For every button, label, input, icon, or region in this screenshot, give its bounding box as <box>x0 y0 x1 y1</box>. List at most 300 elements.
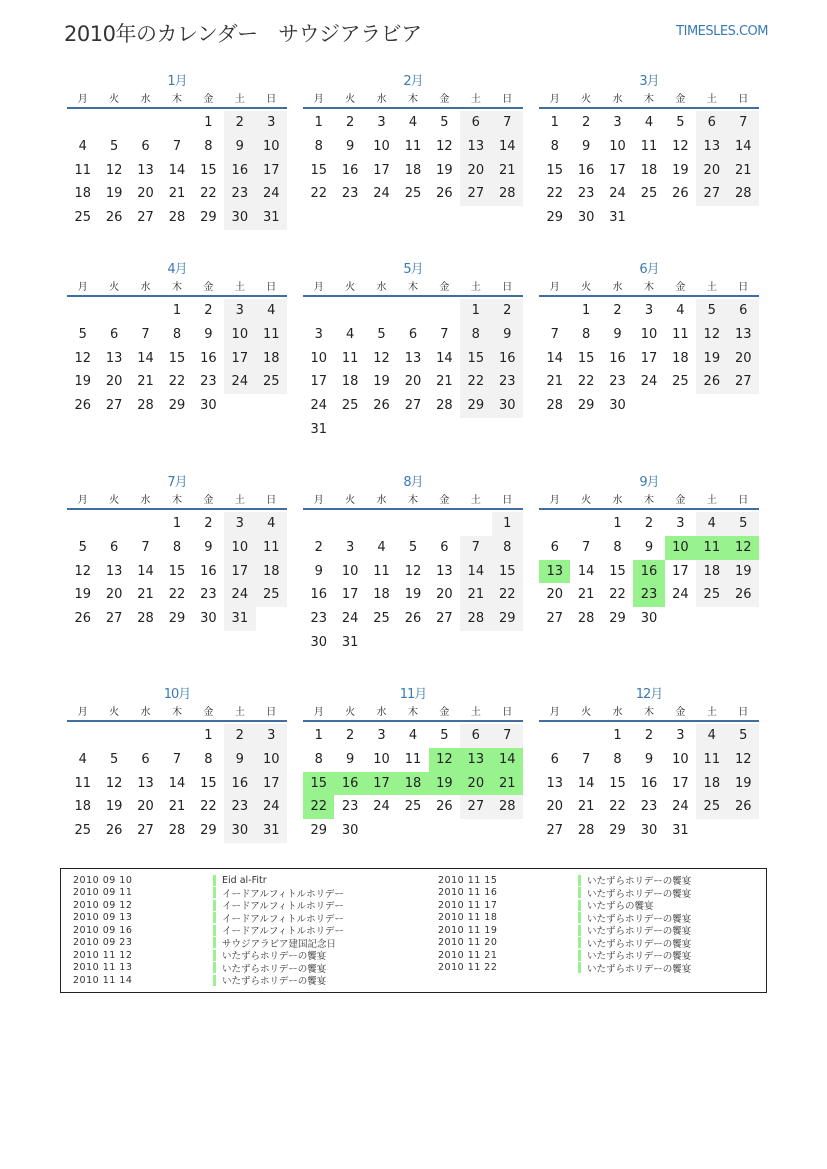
day-cell: 21 <box>728 159 759 183</box>
day-cell: 31 <box>224 607 255 631</box>
holiday-name: いたずらの饗宴 <box>587 901 654 913</box>
day-cell: 11 <box>341 350 359 366</box>
holiday-date: 2010 11 22 <box>438 962 498 974</box>
empty-cell <box>303 299 334 323</box>
day-cell: 14 <box>168 775 186 791</box>
day-cell: 28 <box>460 607 491 631</box>
holiday-row <box>426 924 691 937</box>
day-cell: 16 <box>640 775 658 791</box>
weekday-label: 月 <box>313 707 324 718</box>
day-cell: 13 <box>546 775 563 791</box>
holiday-date: 2010 09 12 <box>73 899 133 911</box>
day-cell: 15 <box>609 775 626 791</box>
day-cell: 27 <box>460 182 491 206</box>
page-title: 2010年のカレンダー サウジアラビア <box>64 22 422 46</box>
month-block <box>539 476 759 631</box>
month-block <box>303 263 523 442</box>
day-cell: 1 <box>550 115 559 130</box>
month-block <box>67 263 287 418</box>
month-name: 3月 <box>639 74 659 89</box>
day-cell: 24 <box>224 583 255 607</box>
holiday-day-cell: 16 <box>334 772 365 796</box>
day-cell: 28 <box>168 823 186 839</box>
day-cell: 29 <box>200 823 217 839</box>
holiday-color-marker <box>213 962 216 973</box>
empty-cell <box>98 512 129 536</box>
day-cell: 27 <box>696 182 727 206</box>
holiday-row <box>426 887 691 900</box>
month-name: 2月 <box>403 74 423 89</box>
day-cell: 19 <box>728 772 759 796</box>
holiday-day-cell: 18 <box>397 772 428 796</box>
day-cell: 4 <box>696 512 727 536</box>
day-cell: 28 <box>728 182 759 206</box>
day-cell: 22 <box>609 587 626 603</box>
weekday-label: 月 <box>549 282 560 293</box>
day-cell: 10 <box>256 135 287 159</box>
day-cell: 28 <box>137 611 154 627</box>
day-cell: 3 <box>224 512 255 536</box>
day-cell: 23 <box>341 186 359 202</box>
month-name: 7月 <box>167 475 187 490</box>
day-cell: 5 <box>676 115 685 130</box>
day-cell: 29 <box>168 398 186 414</box>
day-cell: 14 <box>577 775 595 791</box>
day-cell: 1 <box>204 115 213 130</box>
day-cell: 8 <box>172 539 182 555</box>
day-cell: 27 <box>137 823 154 839</box>
weekday-header <box>539 493 759 510</box>
day-grid <box>67 299 287 418</box>
day-cell: 7 <box>460 536 491 560</box>
day-cell: 14 <box>728 135 759 159</box>
day-cell: 27 <box>546 611 563 627</box>
day-cell: 29 <box>460 394 491 418</box>
day-cell: 4 <box>696 724 727 748</box>
day-cell: 6 <box>550 539 559 555</box>
day-cell: 27 <box>105 398 123 414</box>
day-cell: 20 <box>436 587 453 603</box>
weekday-label: 日 <box>738 495 749 506</box>
weekday-label: 木 <box>407 94 418 105</box>
day-cell: 23 <box>640 799 658 815</box>
day-cell: 28 <box>577 611 595 627</box>
day-cell: 24 <box>640 374 658 390</box>
weekday-label: 月 <box>77 495 88 506</box>
day-cell: 25 <box>404 799 422 815</box>
day-cell: 16 <box>577 162 595 178</box>
day-cell: 6 <box>109 326 119 342</box>
holiday-day-cell: 11 <box>696 536 727 560</box>
day-cell: 24 <box>256 182 287 206</box>
holiday-name: いたずらホリデーの饗宴 <box>587 926 692 938</box>
holiday-color-marker <box>578 950 581 961</box>
day-cell: 17 <box>640 350 658 366</box>
weekday-header <box>539 92 759 109</box>
day-cell: 2 <box>581 115 591 130</box>
day-cell: 22 <box>492 583 523 607</box>
holiday-date: 2010 11 16 <box>438 887 498 899</box>
day-cell: 7 <box>440 326 449 342</box>
day-cell: 6 <box>696 111 727 135</box>
weekday-label: 火 <box>345 282 356 293</box>
day-cell: 12 <box>74 563 91 579</box>
weekday-label: 木 <box>643 707 654 718</box>
empty-cell <box>539 512 570 536</box>
day-cell: 16 <box>341 162 359 178</box>
weekday-label: 金 <box>675 94 686 105</box>
day-cell: 8 <box>172 326 182 342</box>
empty-cell <box>397 299 428 323</box>
day-cell: 7 <box>141 326 150 342</box>
month-name: 5月 <box>403 262 423 277</box>
holiday-name: イードアルフィトルホリデー <box>222 888 344 900</box>
day-cell: 31 <box>256 819 287 843</box>
weekday-label: 火 <box>109 707 120 718</box>
day-cell: 10 <box>224 323 255 347</box>
day-cell: 22 <box>200 799 217 815</box>
day-cell: 6 <box>440 539 449 555</box>
holiday-color-marker <box>213 912 216 923</box>
weekday-label: 水 <box>140 94 151 105</box>
day-cell: 14 <box>436 350 453 366</box>
holiday-color-marker <box>578 875 581 886</box>
holiday-day-cell: 13 <box>539 560 570 584</box>
day-cell: 1 <box>172 303 182 318</box>
day-cell: 20 <box>546 799 563 815</box>
weekday-label: 金 <box>203 282 214 293</box>
day-cell: 4 <box>644 115 654 130</box>
holiday-date: 2010 09 23 <box>73 937 133 949</box>
day-cell: 4 <box>408 728 418 743</box>
empty-cell <box>334 512 365 536</box>
day-cell: 11 <box>256 536 287 560</box>
empty-cell <box>539 724 570 748</box>
day-cell: 26 <box>436 186 453 202</box>
holiday-name: いたずらホリデーの饗宴 <box>587 938 692 950</box>
day-cell: 27 <box>436 611 453 627</box>
day-cell: 1 <box>314 728 323 743</box>
weekday-label: 日 <box>502 495 513 506</box>
day-cell: 22 <box>168 374 186 390</box>
day-cell: 13 <box>105 563 123 579</box>
day-cell: 12 <box>672 138 689 154</box>
day-cell: 8 <box>204 751 213 767</box>
holiday-date: 2010 09 10 <box>73 874 133 886</box>
day-cell: 1 <box>613 516 622 531</box>
day-cell: 15 <box>460 347 491 371</box>
empty-cell <box>98 299 129 323</box>
weekday-label: 土 <box>234 282 245 293</box>
empty-cell <box>429 512 460 536</box>
day-grid <box>67 111 287 230</box>
day-grid <box>539 111 759 230</box>
day-cell: 9 <box>314 563 323 579</box>
weekday-label: 金 <box>203 94 214 105</box>
weekday-label: 土 <box>234 495 245 506</box>
holiday-name: いたずらホリデーの饗宴 <box>587 888 692 900</box>
weekday-label: 木 <box>643 94 654 105</box>
day-cell: 6 <box>728 299 759 323</box>
day-cell: 11 <box>404 751 422 767</box>
weekday-label: 金 <box>439 282 450 293</box>
month-block <box>67 75 287 230</box>
holiday-day-cell: 15 <box>303 772 334 796</box>
weekday-label: 木 <box>643 495 654 506</box>
day-cell: 7 <box>581 751 591 767</box>
day-cell: 10 <box>310 350 327 366</box>
month-block <box>67 688 287 843</box>
empty-cell <box>130 111 161 135</box>
day-cell: 26 <box>696 370 727 394</box>
day-cell: 23 <box>200 587 217 603</box>
month-block <box>539 688 759 843</box>
day-cell: 1 <box>314 115 323 130</box>
day-cell: 26 <box>404 611 422 627</box>
day-cell: 13 <box>436 563 453 579</box>
day-cell: 25 <box>640 186 658 202</box>
holiday-color-marker <box>578 887 581 898</box>
day-cell: 29 <box>200 210 217 226</box>
holiday-name: イードアルフィトルホリデー <box>222 926 344 938</box>
day-cell: 4 <box>256 512 287 536</box>
day-cell: 29 <box>609 611 626 627</box>
weekday-label: 金 <box>203 707 214 718</box>
day-cell: 4 <box>676 303 685 318</box>
day-cell: 24 <box>256 795 287 819</box>
day-cell: 26 <box>74 398 91 414</box>
day-cell: 16 <box>224 772 255 796</box>
day-cell: 17 <box>609 162 626 178</box>
day-cell: 23 <box>492 370 523 394</box>
holiday-day-cell: 23 <box>633 583 664 607</box>
holiday-date: 2010 11 18 <box>438 912 498 924</box>
day-cell: 24 <box>373 186 390 202</box>
day-cell: 29 <box>546 210 563 226</box>
holiday-color-marker <box>578 925 581 936</box>
day-cell: 18 <box>404 162 422 178</box>
day-cell: 5 <box>109 138 119 154</box>
day-cell: 20 <box>546 587 563 603</box>
day-cell: 10 <box>224 536 255 560</box>
holiday-color-marker <box>213 900 216 911</box>
day-cell: 13 <box>137 775 154 791</box>
day-cell: 3 <box>377 115 386 130</box>
day-cell: 17 <box>256 159 287 183</box>
day-cell: 21 <box>460 583 491 607</box>
holiday-name: いたずらホリデーの饗宴 <box>587 963 692 975</box>
day-cell: 21 <box>577 799 595 815</box>
day-cell: 6 <box>109 539 119 555</box>
weekday-label: 月 <box>77 282 88 293</box>
weekday-header <box>67 493 287 510</box>
day-cell: 27 <box>404 398 422 414</box>
holiday-date: 2010 11 20 <box>438 937 498 949</box>
day-cell: 12 <box>105 775 123 791</box>
day-cell: 7 <box>728 111 759 135</box>
day-cell: 23 <box>577 186 595 202</box>
holiday-color-marker <box>213 887 216 898</box>
day-cell: 17 <box>256 772 287 796</box>
day-cell: 9 <box>224 135 255 159</box>
holiday-name: サウジアラビア建国記念日 <box>222 938 337 950</box>
day-cell: 20 <box>137 799 154 815</box>
day-cell: 8 <box>613 751 622 767</box>
day-cell: 23 <box>609 374 626 390</box>
holiday-date: 2010 11 21 <box>438 949 498 961</box>
day-cell: 29 <box>609 823 626 839</box>
day-cell: 19 <box>728 560 759 584</box>
day-cell: 26 <box>436 799 453 815</box>
month-block <box>539 263 759 418</box>
weekday-header <box>539 705 759 722</box>
day-cell: 2 <box>644 728 654 743</box>
weekday-label: 土 <box>706 282 717 293</box>
day-cell: 3 <box>256 724 287 748</box>
holiday-row <box>426 937 691 950</box>
empty-cell <box>98 724 129 748</box>
month-name: 9月 <box>639 475 659 490</box>
holiday-name: いたずらホリデーの饗宴 <box>222 951 327 963</box>
day-cell: 8 <box>492 536 523 560</box>
weekday-label: 木 <box>171 707 182 718</box>
day-cell: 2 <box>204 516 213 531</box>
day-cell: 15 <box>609 563 626 579</box>
day-cell: 2 <box>204 303 213 318</box>
day-cell: 7 <box>492 724 523 748</box>
empty-cell <box>366 512 397 536</box>
day-cell: 15 <box>200 775 217 791</box>
day-cell: 25 <box>256 370 287 394</box>
day-cell: 9 <box>492 323 523 347</box>
holiday-color-marker <box>213 925 216 936</box>
day-cell: 21 <box>168 799 186 815</box>
day-cell: 19 <box>672 162 689 178</box>
day-cell: 26 <box>728 795 759 819</box>
month-name: 8月 <box>403 475 423 490</box>
day-cell: 12 <box>105 162 123 178</box>
day-cell: 18 <box>640 162 658 178</box>
day-cell: 5 <box>109 751 119 767</box>
month-name: 4月 <box>167 262 187 277</box>
day-cell: 13 <box>404 350 422 366</box>
day-cell: 9 <box>345 751 355 767</box>
day-cell: 21 <box>546 374 563 390</box>
day-cell: 13 <box>460 135 491 159</box>
day-cell: 10 <box>373 751 390 767</box>
day-cell: 9 <box>644 751 654 767</box>
holiday-row <box>426 962 691 975</box>
day-cell: 11 <box>672 326 689 342</box>
day-cell: 19 <box>404 587 422 603</box>
weekday-label: 水 <box>376 282 387 293</box>
day-cell: 2 <box>644 516 654 531</box>
empty-cell <box>539 299 570 323</box>
day-cell: 28 <box>168 210 186 226</box>
day-cell: 5 <box>440 728 449 743</box>
day-cell: 21 <box>492 159 523 183</box>
day-cell: 20 <box>137 186 154 202</box>
weekday-label: 水 <box>376 94 387 105</box>
holiday-row <box>61 899 344 912</box>
holiday-row <box>61 912 344 925</box>
day-cell: 17 <box>224 560 255 584</box>
weekday-label: 金 <box>203 495 214 506</box>
day-cell: 26 <box>672 186 689 202</box>
day-cell: 13 <box>137 162 154 178</box>
day-cell: 8 <box>204 138 213 154</box>
day-cell: 18 <box>74 799 91 815</box>
day-cell: 18 <box>672 350 689 366</box>
day-cell: 21 <box>137 587 154 603</box>
day-cell: 23 <box>341 799 359 815</box>
weekday-header <box>539 280 759 297</box>
day-cell: 13 <box>728 323 759 347</box>
month-name: 11月 <box>399 687 427 702</box>
day-cell: 28 <box>546 398 563 414</box>
day-cell: 25 <box>672 374 689 390</box>
day-cell: 19 <box>105 799 123 815</box>
holiday-day-cell: 10 <box>665 536 696 560</box>
day-cell: 30 <box>492 394 523 418</box>
weekday-label: 金 <box>439 94 450 105</box>
day-cell: 5 <box>408 539 418 555</box>
holiday-row <box>61 974 344 987</box>
day-cell: 16 <box>200 350 217 366</box>
day-cell: 31 <box>310 421 327 437</box>
day-cell: 15 <box>200 162 217 178</box>
day-cell: 10 <box>640 326 658 342</box>
day-cell: 18 <box>341 374 359 390</box>
day-cell: 15 <box>168 350 186 366</box>
day-cell: 19 <box>373 374 390 390</box>
holiday-row <box>426 874 691 887</box>
day-cell: 10 <box>341 563 359 579</box>
holiday-row <box>61 937 344 950</box>
site-logo[interactable]: TIMESLES.COM <box>676 24 768 39</box>
empty-cell <box>303 512 334 536</box>
day-cell: 23 <box>310 611 327 627</box>
day-cell: 17 <box>310 374 327 390</box>
day-cell: 16 <box>310 587 327 603</box>
day-cell: 25 <box>696 583 727 607</box>
day-cell: 24 <box>310 398 327 414</box>
day-cell: 26 <box>728 583 759 607</box>
holiday-color-marker <box>213 975 216 986</box>
holiday-name: いたずらホリデーの饗宴 <box>587 951 692 963</box>
day-cell: 9 <box>613 326 622 342</box>
day-cell: 9 <box>581 138 591 154</box>
weekday-label: 日 <box>738 707 749 718</box>
weekday-label: 木 <box>171 94 182 105</box>
weekday-label: 土 <box>470 94 481 105</box>
day-cell: 3 <box>224 299 255 323</box>
weekday-label: 水 <box>612 495 623 506</box>
empty-cell <box>130 724 161 748</box>
day-cell: 25 <box>74 823 91 839</box>
weekday-header <box>67 280 287 297</box>
day-cell: 31 <box>341 634 359 650</box>
holiday-legend-column-right <box>426 874 691 974</box>
holiday-day-cell: 12 <box>429 748 460 772</box>
holiday-name: いたずらホリデーの饗宴 <box>222 963 327 975</box>
weekday-label: 日 <box>266 495 277 506</box>
holiday-date: 2010 11 13 <box>73 962 133 974</box>
month-block <box>303 75 523 206</box>
day-cell: 3 <box>676 516 685 531</box>
day-cell: 9 <box>204 539 213 555</box>
day-cell: 12 <box>74 350 91 366</box>
